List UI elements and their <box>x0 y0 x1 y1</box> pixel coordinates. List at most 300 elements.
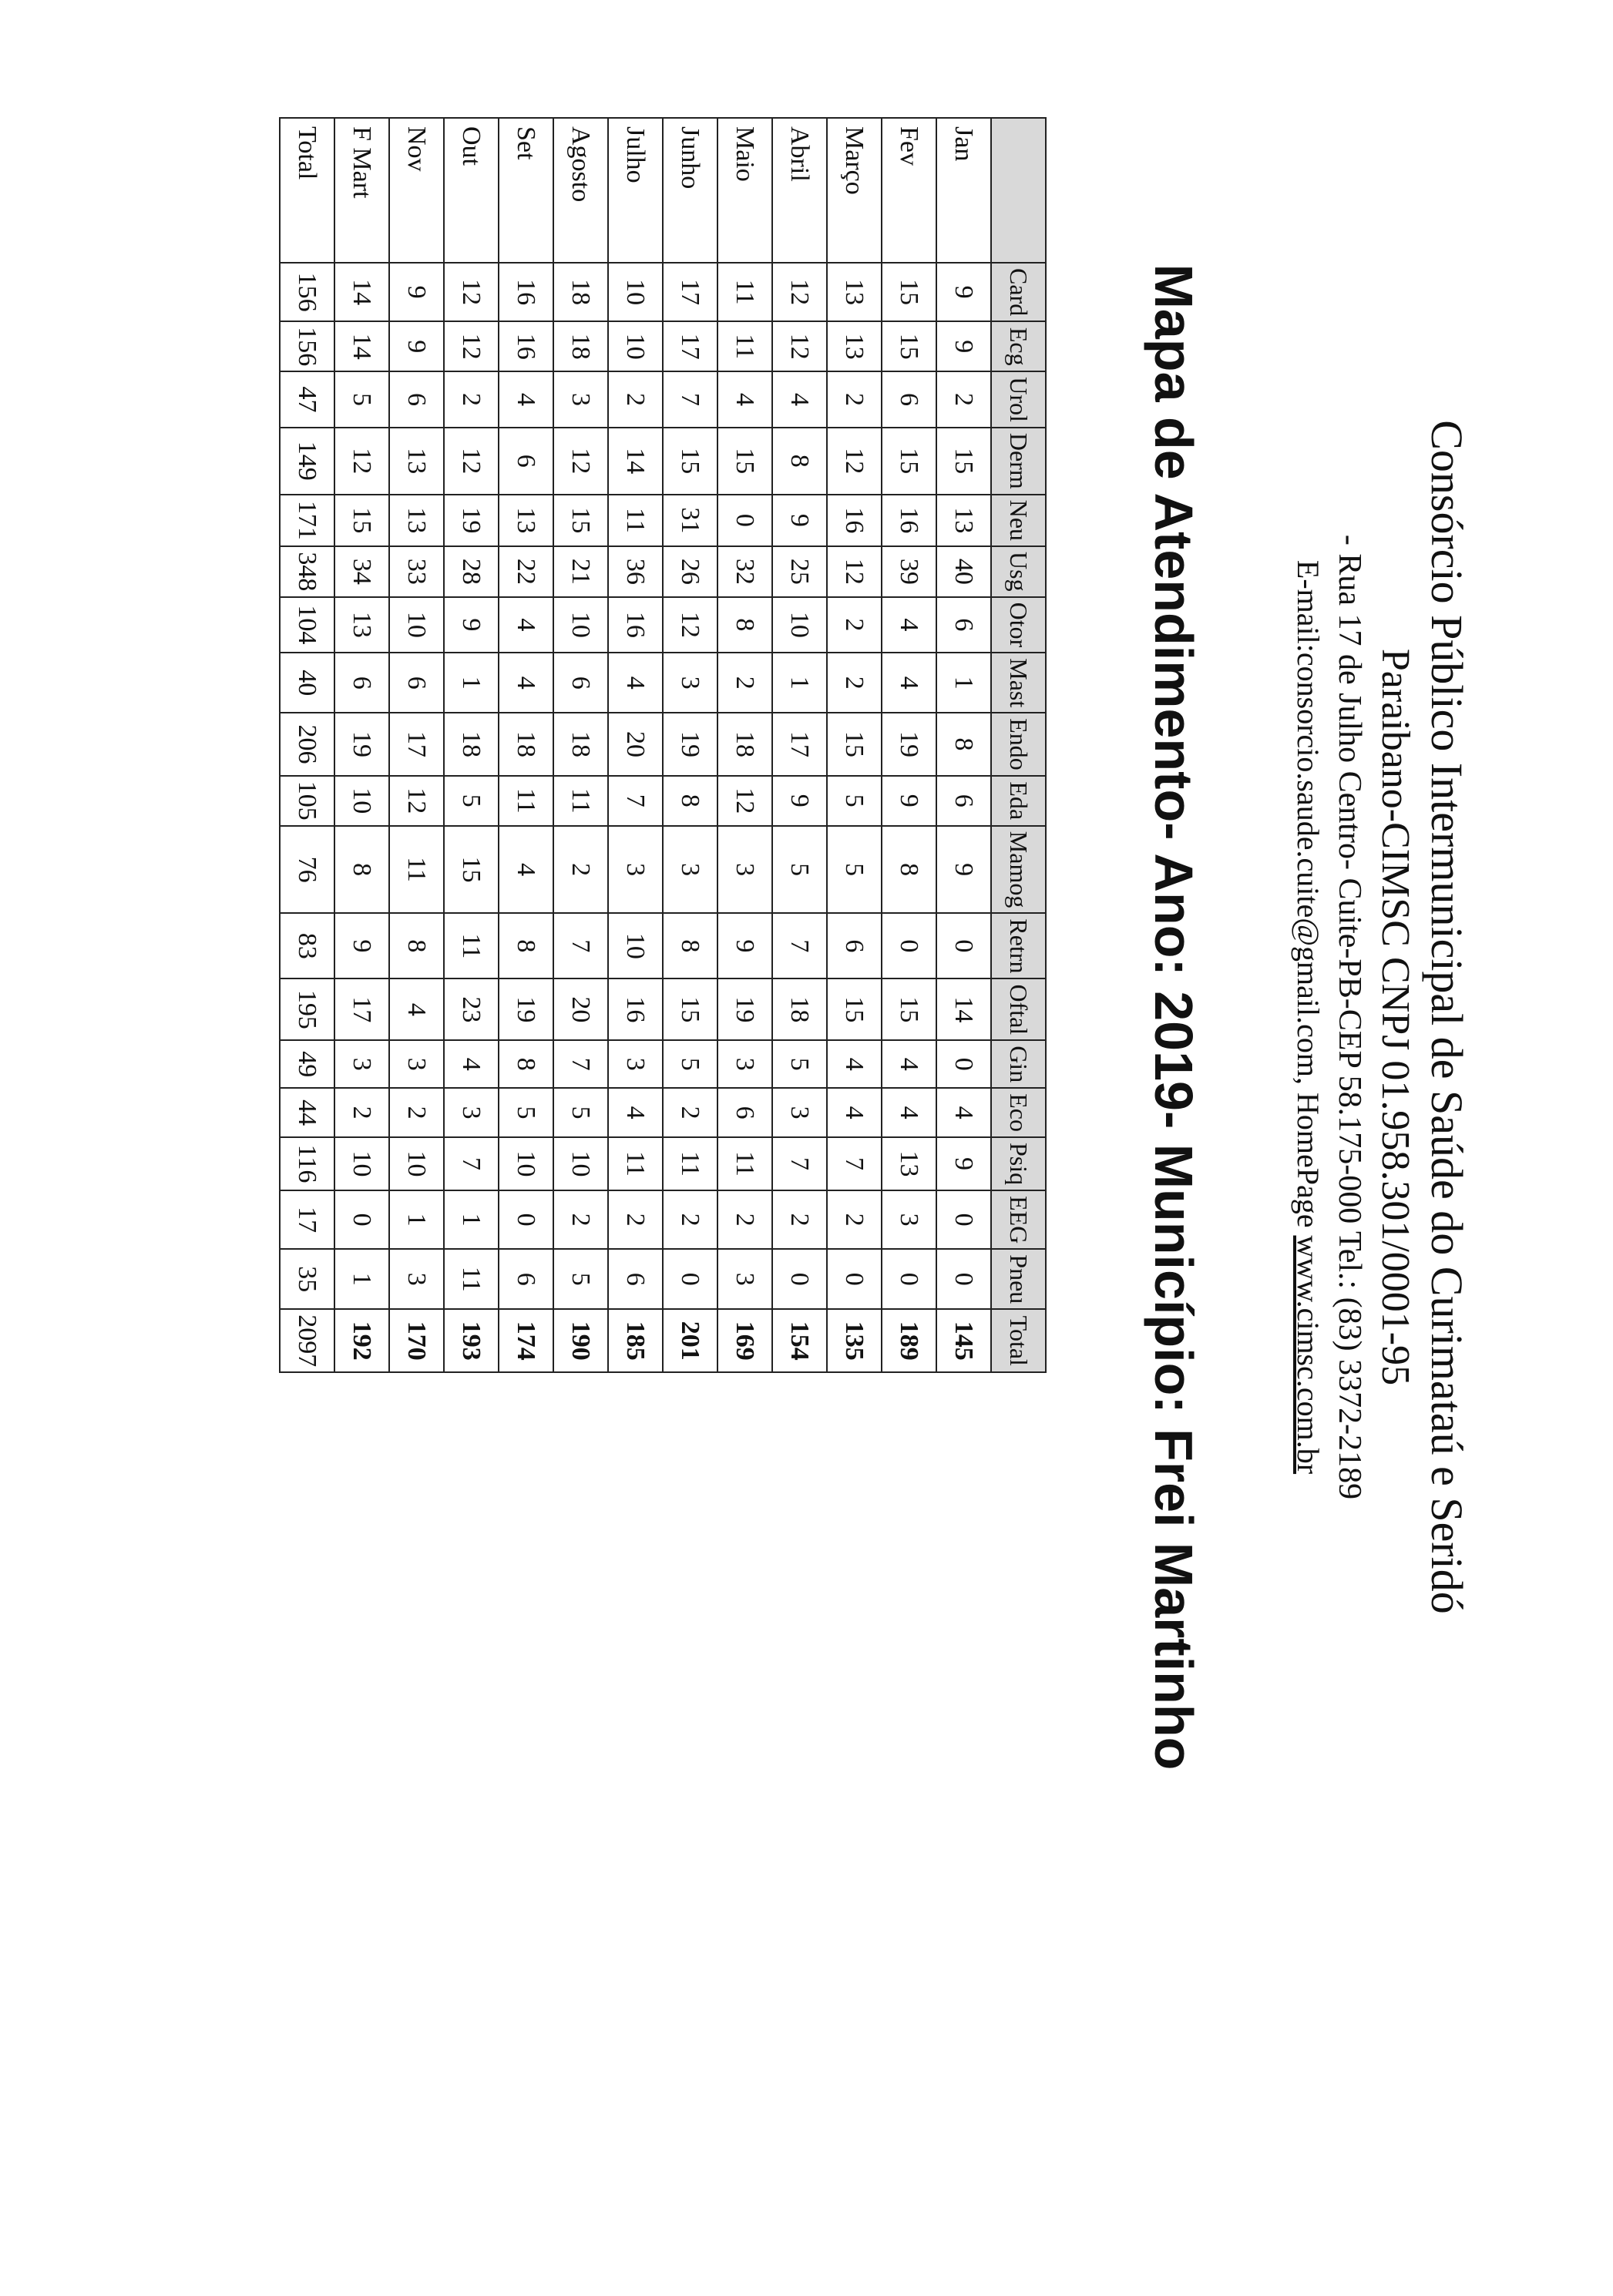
table-cell: 7 <box>772 913 827 978</box>
table-cell: 6 <box>936 597 991 653</box>
table-cell: 0 <box>827 1249 882 1309</box>
table-row <box>663 118 717 1372</box>
table-cell: 2 <box>389 1088 444 1137</box>
table-cell: 6 <box>553 653 608 713</box>
table-cell: 4 <box>882 653 936 713</box>
table-cell: 4 <box>608 653 663 713</box>
column-header: Pneu <box>991 1249 1046 1309</box>
table-cell: 10 <box>553 1137 608 1190</box>
table-cell: 6 <box>389 371 444 428</box>
table-cell: 0 <box>499 1190 553 1249</box>
table-cell: 12 <box>772 321 827 371</box>
table-cell: 12 <box>444 428 499 495</box>
table-cell: 4 <box>499 653 553 713</box>
column-header: Mast <box>991 653 1046 713</box>
table-cell: 11 <box>608 495 663 546</box>
column-header: Urol <box>991 371 1046 428</box>
table-cell: 15 <box>663 428 717 495</box>
table-cell: 4 <box>772 371 827 428</box>
column-header: Ecg <box>991 321 1046 371</box>
table-cell: 12 <box>553 428 608 495</box>
table-cell: 1 <box>772 653 827 713</box>
table-cell: 11 <box>444 913 499 978</box>
table-cell: 8 <box>499 913 553 978</box>
table-cell: 19 <box>444 495 499 546</box>
table-corner-cell <box>991 118 1046 263</box>
table-cell: 1 <box>936 653 991 713</box>
table-cell: 8 <box>882 826 936 914</box>
table-cell: 23 <box>444 978 499 1040</box>
table-cell: 19 <box>334 713 389 776</box>
table-cell: 3 <box>717 1249 772 1309</box>
table-cell: 14 <box>334 263 389 321</box>
table-cell: 15 <box>827 713 882 776</box>
table-cell: 104 <box>280 597 334 653</box>
table-cell: 6 <box>608 1249 663 1309</box>
table-cell: 154 <box>772 1309 827 1372</box>
table-cell: 8 <box>936 713 991 776</box>
row-label: Fev <box>882 118 936 263</box>
org-contact <box>1288 100 1328 1934</box>
org-name: Consórcio Público Intermunicipal de Saúde do Curimataú e Seridó <box>1422 420 1472 1614</box>
homepage-link[interactable]: www.cimsc.com.br <box>1291 1235 1326 1475</box>
table-cell: 13 <box>827 263 882 321</box>
table-cell: 8 <box>389 913 444 978</box>
table-cell: 13 <box>499 495 553 546</box>
table-cell: 5 <box>553 1088 608 1137</box>
table-cell: 39 <box>882 546 936 597</box>
table-cell: 8 <box>663 913 717 978</box>
table-cell: 16 <box>499 321 553 371</box>
table-cell: 192 <box>334 1309 389 1372</box>
table-row <box>827 118 882 1372</box>
table-cell: 5 <box>334 371 389 428</box>
table-cell: 12 <box>444 321 499 371</box>
document-title: Mapa de Atendimento- Ano: 2019- Município: Frei Martinho <box>1144 264 1204 1771</box>
table-cell: 7 <box>608 776 663 826</box>
table-row <box>772 118 827 1372</box>
table-cell: 36 <box>608 546 663 597</box>
table-cell: 9 <box>772 495 827 546</box>
table-cell: 31 <box>663 495 717 546</box>
table-cell: 12 <box>663 597 717 653</box>
table-cell: 170 <box>389 1309 444 1372</box>
table-cell: 2 <box>663 1190 717 1249</box>
table-cell: 0 <box>936 913 991 978</box>
table-cell: 2 <box>553 1190 608 1249</box>
table-cell: 15 <box>882 263 936 321</box>
table-cell: 17 <box>663 263 717 321</box>
table-cell: 3 <box>444 1088 499 1137</box>
table-cell: 156 <box>280 263 334 321</box>
table-cell: 3 <box>882 1190 936 1249</box>
column-header: Card <box>991 263 1046 321</box>
table-cell: 15 <box>717 428 772 495</box>
table-cell: 3 <box>608 1040 663 1088</box>
table-cell: 0 <box>936 1040 991 1088</box>
row-label: Total <box>280 118 334 263</box>
column-header: Retrn <box>991 913 1046 978</box>
table-cell: 3 <box>717 826 772 914</box>
table-cell: 3 <box>334 1040 389 1088</box>
table-row <box>936 118 991 1372</box>
table-cell: 1 <box>444 653 499 713</box>
table-cell: 11 <box>608 1137 663 1190</box>
table-row <box>444 118 499 1372</box>
table-cell: 16 <box>608 978 663 1040</box>
table-cell: 2 <box>553 826 608 914</box>
table-cell: 12 <box>772 263 827 321</box>
table-cell: 5 <box>827 826 882 914</box>
table-cell: 15 <box>444 826 499 914</box>
table-cell: 10 <box>772 597 827 653</box>
table-cell: 35 <box>280 1249 334 1309</box>
table-cell: 11 <box>499 776 553 826</box>
table-cell: 15 <box>882 978 936 1040</box>
table-cell: 16 <box>608 597 663 653</box>
table-row <box>553 118 608 1372</box>
table-cell: 9 <box>334 913 389 978</box>
table-cell: 4 <box>717 371 772 428</box>
column-header: Otor <box>991 597 1046 653</box>
table-cell: 6 <box>717 1088 772 1137</box>
table-cell: 11 <box>444 1249 499 1309</box>
table-cell: 12 <box>827 546 882 597</box>
table-cell: 16 <box>499 263 553 321</box>
table-cell: 3 <box>608 826 663 914</box>
table-cell: 40 <box>280 653 334 713</box>
table-cell: 18 <box>553 263 608 321</box>
table-cell: 9 <box>444 597 499 653</box>
table-cell: 2 <box>827 653 882 713</box>
table-cell: 5 <box>444 776 499 826</box>
table-cell: 11 <box>717 263 772 321</box>
table-cell: 5 <box>772 826 827 914</box>
table-cell: 13 <box>334 597 389 653</box>
table-cell: 171 <box>280 495 334 546</box>
table-cell: 12 <box>389 776 444 826</box>
table-cell: 8 <box>717 597 772 653</box>
table-cell: 17 <box>280 1190 334 1249</box>
table-cell: 0 <box>334 1190 389 1249</box>
table-cell: 2 <box>827 371 882 428</box>
row-label: Julho <box>608 118 663 263</box>
column-header: Gin <box>991 1040 1046 1088</box>
table-cell: 10 <box>389 1137 444 1190</box>
table-cell: 47 <box>280 371 334 428</box>
table-cell: 174 <box>499 1309 553 1372</box>
table-cell: 28 <box>444 546 499 597</box>
table-cell: 145 <box>936 1309 991 1372</box>
table-cell: 189 <box>882 1309 936 1372</box>
table-cell: 2097 <box>280 1309 334 1372</box>
table-cell: 149 <box>280 428 334 495</box>
table-cell: 13 <box>882 1137 936 1190</box>
table-cell: 33 <box>389 546 444 597</box>
row-label: Out <box>444 118 499 263</box>
table-cell: 18 <box>772 978 827 1040</box>
table-cell: 10 <box>389 597 444 653</box>
table-cell: 9 <box>936 1137 991 1190</box>
table-cell: 17 <box>772 713 827 776</box>
table-cell: 2 <box>334 1088 389 1137</box>
table-cell: 18 <box>553 713 608 776</box>
table-cell: 83 <box>280 913 334 978</box>
table-cell: 0 <box>936 1190 991 1249</box>
table-cell: 7 <box>827 1137 882 1190</box>
table-cell: 5 <box>663 1040 717 1088</box>
table-cell: 6 <box>936 776 991 826</box>
table-cell: 185 <box>608 1309 663 1372</box>
table-cell: 13 <box>389 428 444 495</box>
table-cell: 10 <box>499 1137 553 1190</box>
table-cell: 348 <box>280 546 334 597</box>
table-cell: 1 <box>334 1249 389 1309</box>
table-cell: 6 <box>334 653 389 713</box>
table-cell: 2 <box>827 1190 882 1249</box>
table-cell: 9 <box>772 776 827 826</box>
table-body <box>280 118 991 1372</box>
table-cell: 11 <box>717 321 772 371</box>
table-cell: 10 <box>608 913 663 978</box>
table-cell: 0 <box>663 1249 717 1309</box>
table-cell: 169 <box>717 1309 772 1372</box>
row-label: Set <box>499 118 553 263</box>
row-label: Abril <box>772 118 827 263</box>
table-cell: 11 <box>389 826 444 914</box>
table-cell: 2 <box>936 371 991 428</box>
row-label: F Mart <box>334 118 389 263</box>
table-cell: 15 <box>882 321 936 371</box>
table-row <box>499 118 553 1372</box>
table-cell: 4 <box>827 1088 882 1137</box>
table-cell: 4 <box>389 978 444 1040</box>
row-label: Jan <box>936 118 991 263</box>
table-cell: 5 <box>772 1040 827 1088</box>
row-label: Agosto <box>553 118 608 263</box>
table-cell: 6 <box>499 1249 553 1309</box>
table-cell: 4 <box>608 1088 663 1137</box>
table-cell: 18 <box>499 713 553 776</box>
table-row <box>334 118 389 1372</box>
table-cell: 0 <box>772 1249 827 1309</box>
row-label: Nov <box>389 118 444 263</box>
table-cell: 10 <box>553 597 608 653</box>
table-cell: 4 <box>499 371 553 428</box>
table-cell: 9 <box>936 263 991 321</box>
table-cell: 15 <box>553 495 608 546</box>
column-header: Psiq <box>991 1137 1046 1190</box>
table-cell: 4 <box>499 597 553 653</box>
row-label: Maio <box>717 118 772 263</box>
column-header: Oftal <box>991 978 1046 1040</box>
table-cell: 0 <box>882 913 936 978</box>
table-cell: 13 <box>389 495 444 546</box>
column-header: Endo <box>991 713 1046 776</box>
column-header: Eda <box>991 776 1046 826</box>
table-cell: 3 <box>553 371 608 428</box>
table-cell: 135 <box>827 1309 882 1372</box>
table-cell: 1 <box>389 1190 444 1249</box>
table-cell: 3 <box>663 653 717 713</box>
table-cell: 4 <box>936 1088 991 1137</box>
table-cell: 2 <box>827 597 882 653</box>
column-header: Total <box>991 1309 1046 1372</box>
table-cell: 17 <box>389 713 444 776</box>
column-header: Neu <box>991 495 1046 546</box>
table-cell: 40 <box>936 546 991 597</box>
table-cell: 6 <box>389 653 444 713</box>
table-cell: 1 <box>444 1190 499 1249</box>
table-cell: 4 <box>882 1088 936 1137</box>
table-cell: 8 <box>334 826 389 914</box>
table-cell: 8 <box>772 428 827 495</box>
table-cell: 206 <box>280 713 334 776</box>
table-cell: 12 <box>334 428 389 495</box>
table-cell: 16 <box>882 495 936 546</box>
table-cell: 3 <box>389 1040 444 1088</box>
table-cell: 19 <box>717 978 772 1040</box>
table-cell: 6 <box>499 428 553 495</box>
table-cell: 34 <box>334 546 389 597</box>
table-cell: 4 <box>882 597 936 653</box>
table-cell: 14 <box>936 978 991 1040</box>
table-cell: 0 <box>936 1249 991 1309</box>
org-address: - Rua 17 de Julho Centro- Cuite-PB-CEP 58.175-000 Tel.: (83) 3372-2189 <box>1332 534 1367 1500</box>
table-cell: 7 <box>553 913 608 978</box>
table-cell: 20 <box>553 978 608 1040</box>
table-cell: 3 <box>717 1040 772 1088</box>
table-cell: 2 <box>663 1088 717 1137</box>
row-label: Junho <box>663 118 717 263</box>
table-cell: 15 <box>334 495 389 546</box>
table-row <box>389 118 444 1372</box>
table-cell: 201 <box>663 1309 717 1372</box>
table-row <box>717 118 772 1372</box>
table-cell: 9 <box>389 321 444 371</box>
table-cell: 2 <box>717 1190 772 1249</box>
total-row <box>280 118 334 1372</box>
table-cell: 10 <box>334 1137 389 1190</box>
table-cell: 18 <box>444 713 499 776</box>
table-cell: 3 <box>772 1088 827 1137</box>
table-cell: 7 <box>772 1137 827 1190</box>
table-cell: 14 <box>334 321 389 371</box>
table-cell: 25 <box>772 546 827 597</box>
attendance-table-wrap <box>279 117 1047 1373</box>
table-cell: 7 <box>663 371 717 428</box>
table-cell: 15 <box>936 428 991 495</box>
table-cell: 9 <box>717 913 772 978</box>
table-cell: 3 <box>389 1249 444 1309</box>
table-cell: 11 <box>717 1137 772 1190</box>
table-cell: 26 <box>663 546 717 597</box>
table-row <box>608 118 663 1372</box>
table-cell: 10 <box>608 263 663 321</box>
letterhead <box>1288 100 1474 1934</box>
table-cell: 10 <box>334 776 389 826</box>
table-cell: 116 <box>280 1137 334 1190</box>
table-cell: 11 <box>553 776 608 826</box>
table-cell: 5 <box>553 1249 608 1309</box>
table-cell: 11 <box>663 1137 717 1190</box>
table-cell: 0 <box>717 495 772 546</box>
table-cell: 9 <box>936 826 991 914</box>
table-cell: 44 <box>280 1088 334 1137</box>
table-cell: 2 <box>772 1190 827 1249</box>
table-cell: 5 <box>827 776 882 826</box>
contact-email: E-mail:consorcio.saude.cuite@gmail.com, HomePage <box>1291 559 1326 1236</box>
org-cnpj: Paraibano-CIMSC CNPJ 01.958.301/0001-95 <box>1373 648 1417 1386</box>
table-cell: 12 <box>827 428 882 495</box>
table-cell: 9 <box>389 263 444 321</box>
column-header: Eco <box>991 1088 1046 1137</box>
table-cell: 20 <box>608 713 663 776</box>
table-cell: 18 <box>553 321 608 371</box>
table-cell: 156 <box>280 321 334 371</box>
table-cell: 76 <box>280 826 334 914</box>
attendance-table <box>279 117 1047 1373</box>
table-cell: 2 <box>608 1190 663 1249</box>
table-cell: 8 <box>663 776 717 826</box>
table-cell: 13 <box>936 495 991 546</box>
table-cell: 12 <box>717 776 772 826</box>
table-cell: 14 <box>608 428 663 495</box>
table-cell: 15 <box>663 978 717 1040</box>
table-cell: 9 <box>936 321 991 371</box>
table-cell: 49 <box>280 1040 334 1088</box>
table-cell: 7 <box>444 1137 499 1190</box>
table-cell: 195 <box>280 978 334 1040</box>
column-header: EEG <box>991 1190 1046 1249</box>
table-cell: 190 <box>553 1309 608 1372</box>
table-cell: 19 <box>882 713 936 776</box>
table-cell: 3 <box>663 826 717 914</box>
table-cell: 6 <box>827 913 882 978</box>
table-cell: 4 <box>882 1040 936 1088</box>
table-cell: 17 <box>334 978 389 1040</box>
table-cell: 32 <box>717 546 772 597</box>
table-cell: 105 <box>280 776 334 826</box>
table-cell: 2 <box>608 371 663 428</box>
table-cell: 22 <box>499 546 553 597</box>
table-cell: 5 <box>499 1088 553 1137</box>
table-cell: 6 <box>882 371 936 428</box>
table-cell: 4 <box>499 826 553 914</box>
table-cell: 0 <box>882 1249 936 1309</box>
table-cell: 4 <box>444 1040 499 1088</box>
table-cell: 193 <box>444 1309 499 1372</box>
table-header-row <box>991 118 1046 1372</box>
column-header: Derm <box>991 428 1046 495</box>
table-cell: 21 <box>553 546 608 597</box>
table-cell: 19 <box>663 713 717 776</box>
table-cell: 19 <box>499 978 553 1040</box>
table-cell: 7 <box>553 1040 608 1088</box>
column-header: Mamog <box>991 826 1046 914</box>
table-cell: 4 <box>827 1040 882 1088</box>
row-label: Março <box>827 118 882 263</box>
table-cell: 15 <box>827 978 882 1040</box>
table-row <box>882 118 936 1372</box>
table-cell: 16 <box>827 495 882 546</box>
table-cell: 2 <box>444 371 499 428</box>
column-header: Usg <box>991 546 1046 597</box>
table-cell: 15 <box>882 428 936 495</box>
table-cell: 13 <box>827 321 882 371</box>
table-cell: 2 <box>717 653 772 713</box>
table-cell: 18 <box>717 713 772 776</box>
